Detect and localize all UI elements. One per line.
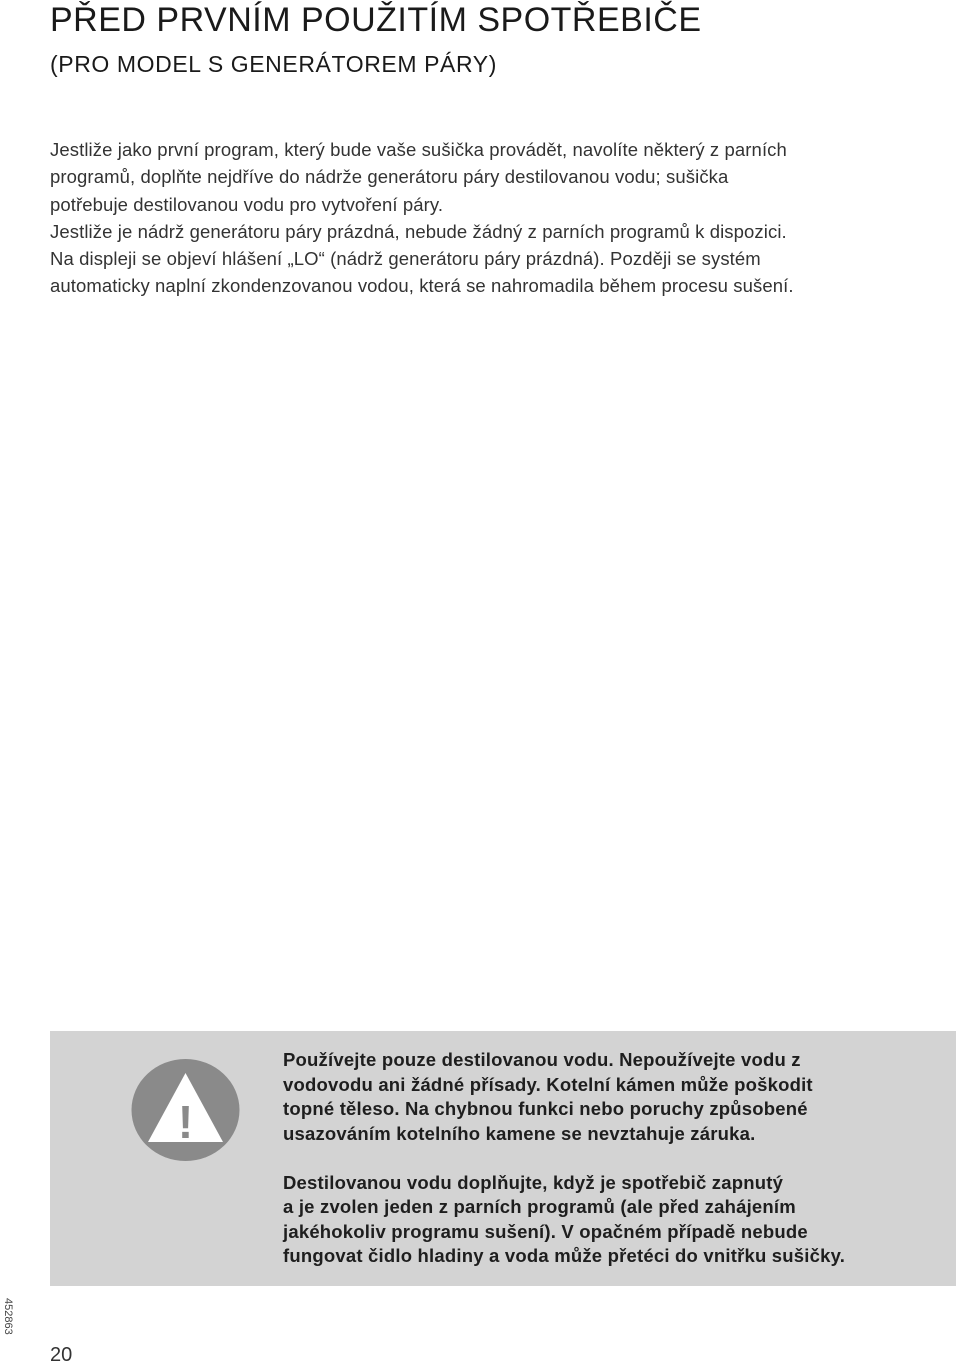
warning-triangle-icon — [130, 1058, 241, 1162]
intro-line: potřebuje destilovanou vodu pro vytvoření páry. — [50, 193, 444, 215]
warning-paragraph-1 — [283, 1048, 943, 1146]
warning-paragraph-2 — [283, 1171, 943, 1269]
warning-line: usazováním kotelního kamene se nevztahuje záruka. — [283, 1122, 756, 1144]
warning-line: a je zvolen jeden z parních programů (ale před zahájením — [283, 1196, 796, 1217]
warning-line: Používejte pouze destilovanou vodu. Nepoužívejte vodu z — [283, 1049, 801, 1070]
warning-line: fungovat čidlo hladiny a voda může přetéci do vnitřku sušičky. — [283, 1245, 846, 1266]
document-code: 452863 — [2, 1298, 14, 1335]
warning-line: vodovodu ani žádné přísady. Kotelní kámen může poškodit — [283, 1073, 813, 1095]
warning-text — [283, 1048, 943, 1269]
warning-line: topné těleso. Na chybnou funkci nebo poruchy způsobené — [283, 1098, 808, 1119]
warning-line: Destilovanou vodu doplňujte, když je spotřebič zapnutý — [283, 1171, 784, 1193]
intro-line: Jestliže je nádrž generátoru páry prázdná, nebude žádný z parních programů k dispozici. — [50, 220, 787, 242]
warning-line: jakéhokoliv programu sušení). V opačném případě nebude — [283, 1220, 808, 1242]
page-subtitle: (PRO MODEL S GENERÁTOREM PÁRY) — [50, 51, 497, 77]
warning-box — [50, 1031, 956, 1286]
intro-line: Jestliže jako první program, který bude vaše sušička provádět, navolíte některý z parních — [50, 139, 787, 160]
intro-line: programů, doplňte nejdříve do nádrže generátoru páry destilovanou vodu; sušička — [50, 166, 729, 188]
intro-paragraph — [50, 136, 950, 300]
page-number: 20 — [50, 1344, 73, 1366]
intro-line: Na displeji se objeví hlášení „LO“ (nádrž generátoru páry prázdná). Později se systém — [50, 248, 761, 270]
page-title: PŘED PRVNÍM POUŽITÍM SPOTŘEBIČE — [50, 1, 702, 39]
warning-icon-symbol: ! — [177, 1096, 194, 1148]
intro-line: automaticky naplní zkondenzovanou vodou, která se nahromadila během procesu sušení. — [50, 275, 794, 297]
